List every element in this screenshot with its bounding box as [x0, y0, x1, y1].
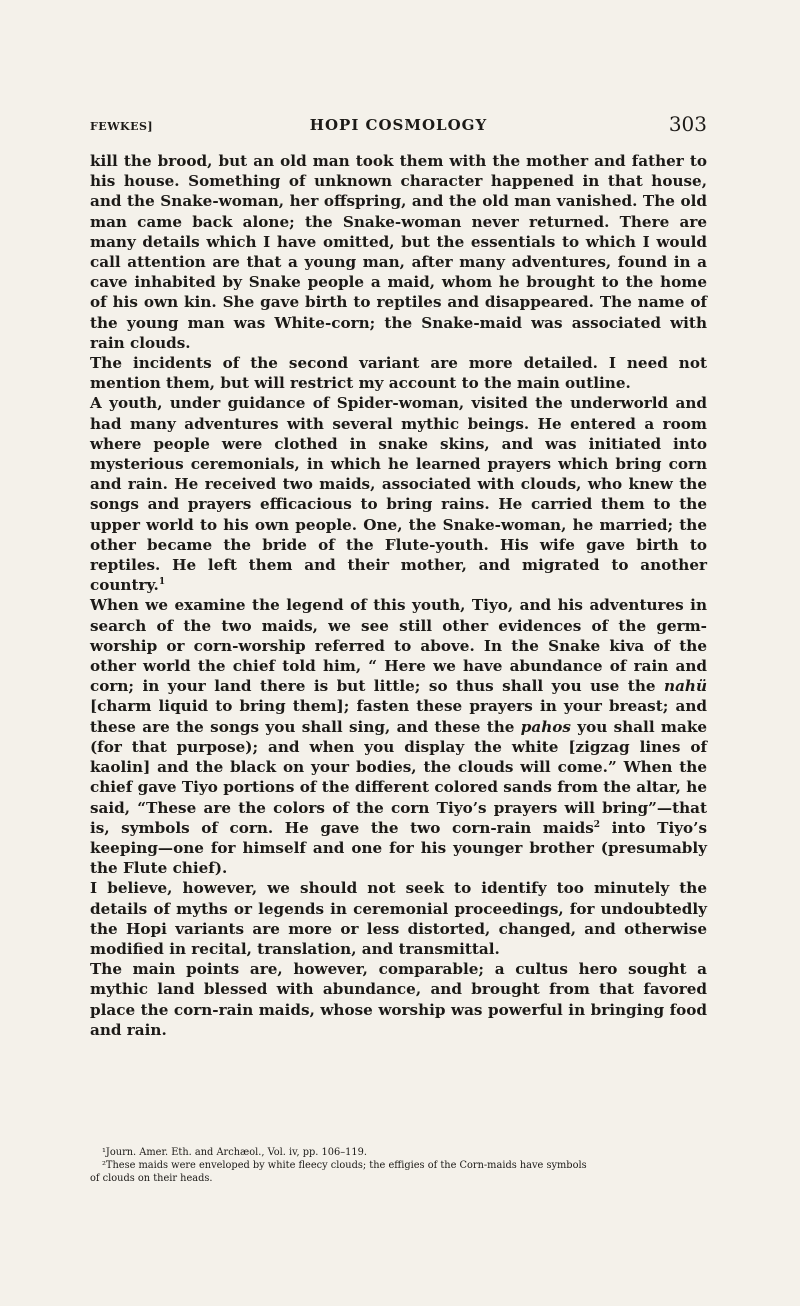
footnote-continuation: of clouds on their heads.: [90, 1173, 213, 1184]
paragraph-text: A youth, under guidance of Spider-woman, visited the underworld and had many adventures with several mythic beings. He entered a room where people were clothed in snake skins, and was initiated into mysterious ceremonials, in which he learned prayers which bring corn and rain. He received two maids, associated with clouds, who knew the songs and prayers efficacious to bring rains. He carried them to the upper world to his own people. One, the Snake-woman, he married; the other became the bride of the Flute-youth. His wife gave birth to reptiles. He left them and their mother, and migrated to another country.: [90, 394, 707, 595]
running-title: HOPI COSMOLOGY: [309, 116, 488, 134]
italic-term: nahü: [664, 677, 707, 696]
page-number: 303: [668, 112, 707, 136]
author-name: FEWKES]: [90, 120, 154, 133]
paragraph: When we examine the legend of this youth, Tiyo, and his adventures in search of the two maids, we see still other evidences of the germ-worship or corn-worship referred to above. In the Snake kiva of the other world the chief told him, “ Here we have abundance of rain and corn; in your land there is but little; so thus shall you use the nahü [charm liquid to bring them]; fasten these prayers in your breast; and these are the songs you shall sing, and these the pahos you shall make (for that purpose); and when you display the white [zigzag lines of kaolin] and the black on your bodies, the clouds will come.” When the chief gave Tiyo portions of the different colored sands from the altar, he said, “These are the colors of the corn Tiyo’s prayers will bring”—that is, symbols of corn. He gave the two corn-rain maids$^2$ into Tiyo’s keeping—one for himself and one for his younger brother (presumably the Flute chief).: [90, 596, 708, 878]
italic-term: pahos: [520, 717, 571, 736]
paragraph: I believe, however, we should not seek to identify too minutely the details of myths or legends in ceremonial proceedings, for undoubtedly the Hopi variants are more or less distorted, changed, and otherwise modified in recital, translation, and transmittal.: [90, 879, 707, 958]
body-text: [90, 151, 707, 1040]
paragraph: kill the brood, but an old man took them with the mother and father to his house. Something of unknown character happened in that house, and the Snake-woman, her offspring, and the old man vanished. The old man came back alone; the Snake-woman never returned. There are many details which I have omitted, but the essentials to which I would call attention are that a young man, after many adventures, found in a cave inhabited by Snake people a maid, whom he brought to the home of his own kin. She gave birth to reptiles and disappeared. The name of the young man was White-corn; the Snake-maid was associated with rain clouds.: [90, 152, 707, 352]
footnote: ²These maids were enveloped by white fleecy clouds; the effigies of the Corn-maids have symbols: [102, 1160, 587, 1171]
running-header: [90, 112, 707, 140]
footnote-ref: 2: [593, 819, 601, 830]
footnote: ¹Journ. Amer. Eth. and Archæol., Vol. iv, pp. 106–119.: [102, 1147, 367, 1158]
paragraph: The main points are, however, comparable; a cultus hero sought a mythic land blessed with abundance, and brought from that favored place the corn-rain maids, whose worship was powerful in bringing food and rain.: [90, 960, 707, 1039]
footnotes: [90, 1146, 707, 1185]
paragraph: The incidents of the second variant are more detailed. I need not mention them, but will restrict my account to the main outline.: [90, 354, 707, 393]
paragraph: [90, 393, 707, 595]
footnote-ref: 1: [158, 577, 166, 588]
